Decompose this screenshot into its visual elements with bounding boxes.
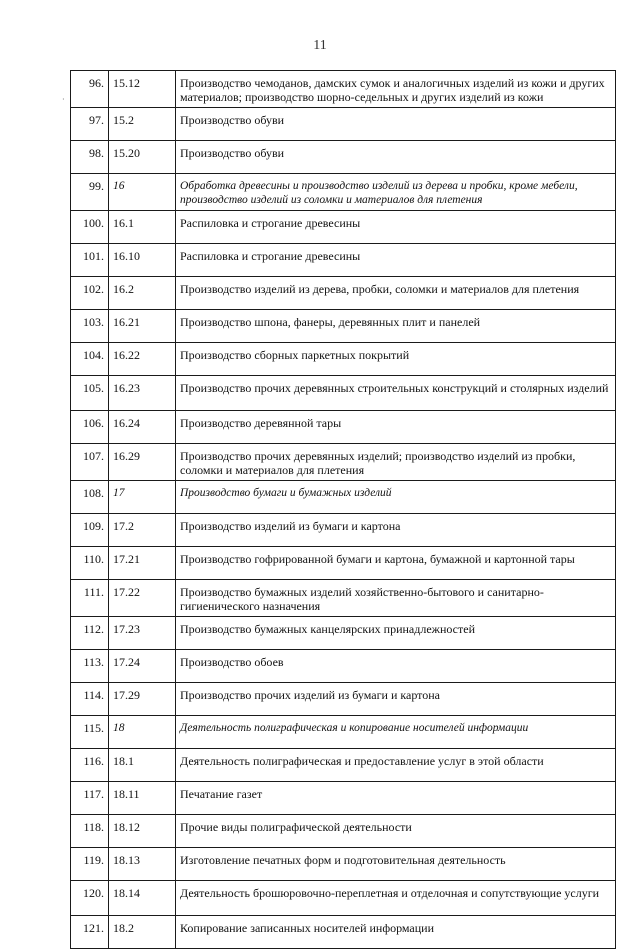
row-number: 102. [71,277,109,310]
table-row [71,716,616,749]
row-activity-name: Распиловка и строгание древесины [176,244,616,277]
row-activity-name: Деятельность брошюровочно-переплетная и отделочная и сопутствующие услуги [176,881,616,916]
row-activity-name: Производство шпона, фанеры, деревянных плит и панелей [176,310,616,343]
table-row [71,310,616,343]
row-code: 16.22 [109,343,176,376]
row-number: 101. [71,244,109,277]
row-code: 16 [109,174,176,211]
table-row [71,650,616,683]
table-row [71,749,616,782]
row-activity-name: Деятельность полиграфическая и копирование носителей информации [176,716,616,749]
row-activity-name: Производство обуви [176,108,616,141]
row-activity-name: Производство бумажных канцелярских принадлежностей [176,617,616,650]
row-number: 115. [71,716,109,749]
table-row [71,782,616,815]
table-row [71,881,616,916]
row-code: 16.29 [109,444,176,481]
row-code: 16.21 [109,310,176,343]
table-row [71,108,616,141]
row-number: 98. [71,141,109,174]
row-code: 18.11 [109,782,176,815]
row-activity-name: Производство прочих изделий из бумаги и картона [176,683,616,716]
table-row [71,683,616,716]
row-code: 17.24 [109,650,176,683]
row-code: 16.1 [109,211,176,244]
table-row [71,444,616,481]
table-row [71,916,616,949]
row-code: 16.24 [109,411,176,444]
table-row [71,481,616,514]
table-row [71,174,616,211]
row-number: 117. [71,782,109,815]
row-code: 17.21 [109,547,176,580]
row-code: 17.22 [109,580,176,617]
table-body [71,71,616,949]
row-code: 16.23 [109,376,176,411]
row-number: 99. [71,174,109,211]
row-code: 18.12 [109,815,176,848]
row-number: 121. [71,916,109,949]
table-row [71,617,616,650]
row-number: 103. [71,310,109,343]
page-number: 11 [313,38,327,53]
row-activity-name: Производство обуви [176,141,616,174]
row-number: 109. [71,514,109,547]
table-row [71,514,616,547]
row-number: 97. [71,108,109,141]
row-number: 111. [71,580,109,617]
row-number: 114. [71,683,109,716]
row-activity-name: Производство изделий из бумаги и картона [176,514,616,547]
table-row [71,277,616,310]
table-row [71,71,616,108]
row-activity-name: Копирование записанных носителей информации [176,916,616,949]
row-code: 17.23 [109,617,176,650]
table-row [71,848,616,881]
row-number: 110. [71,547,109,580]
row-activity-name: Производство чемоданов, дамских сумок и аналогичных изделий из кожи и других материалов; производство шорно-седельных и других изделий из кожи [176,71,616,108]
table-row [71,343,616,376]
row-activity-name: Обработка древесины и производство изделий из дерева и пробки, кроме мебели, производство изделий из соломки и материалов для плетения [176,174,616,211]
row-number: 118. [71,815,109,848]
row-code: 15.12 [109,71,176,108]
row-number: 120. [71,881,109,916]
row-code: 18 [109,716,176,749]
row-activity-name: Производство прочих деревянных изделий; производство изделий из пробки, соломки и материалов для плетения [176,444,616,481]
row-activity-name: Производство обоев [176,650,616,683]
row-code: 18.1 [109,749,176,782]
row-number: 105. [71,376,109,411]
row-code: 17.29 [109,683,176,716]
table-row [71,411,616,444]
table-row [71,244,616,277]
row-activity-name: Производство изделий из дерева, пробки, соломки и материалов для плетения [176,277,616,310]
table-row [71,141,616,174]
row-number: 104. [71,343,109,376]
row-activity-name: Производство прочих деревянных строительных конструкций и столярных изделий [176,376,616,411]
row-number: 100. [71,211,109,244]
row-activity-name: Производство деревянной тары [176,411,616,444]
row-number: 119. [71,848,109,881]
row-activity-name: Производство бумажных изделий хозяйственно-бытового и санитарно-гигиенического назначения [176,580,616,617]
row-number: 113. [71,650,109,683]
row-activity-name: Распиловка и строгание древесины [176,211,616,244]
row-activity-name: Прочие виды полиграфической деятельности [176,815,616,848]
row-number: 107. [71,444,109,481]
row-number: 108. [71,481,109,514]
row-code: 18.2 [109,916,176,949]
row-number: 116. [71,749,109,782]
row-code: 18.14 [109,881,176,916]
row-activity-name: Производство гофрированной бумаги и картона, бумажной и картонной тары [176,547,616,580]
row-activity-name: Деятельность полиграфическая и предоставление услуг в этой области [176,749,616,782]
row-activity-name: Изготовление печатных форм и подготовительная деятельность [176,848,616,881]
table-row [71,815,616,848]
row-code: 15.20 [109,141,176,174]
row-code: 15.2 [109,108,176,141]
activity-code-table [70,70,616,949]
row-number: 112. [71,617,109,650]
row-activity-name: Печатание газет [176,782,616,815]
row-code: 18.13 [109,848,176,881]
row-activity-name: Производство сборных паркетных покрытий [176,343,616,376]
row-number: 96. [71,71,109,108]
row-code: 17.2 [109,514,176,547]
row-code: 16.2 [109,277,176,310]
table-row [71,580,616,617]
row-code: 16.10 [109,244,176,277]
table-row [71,211,616,244]
row-number: 106. [71,411,109,444]
row-code: 17 [109,481,176,514]
row-activity-name: Производство бумаги и бумажных изделий [176,481,616,514]
table-row [71,376,616,411]
table-row [71,547,616,580]
margin-mark: · [62,95,65,104]
